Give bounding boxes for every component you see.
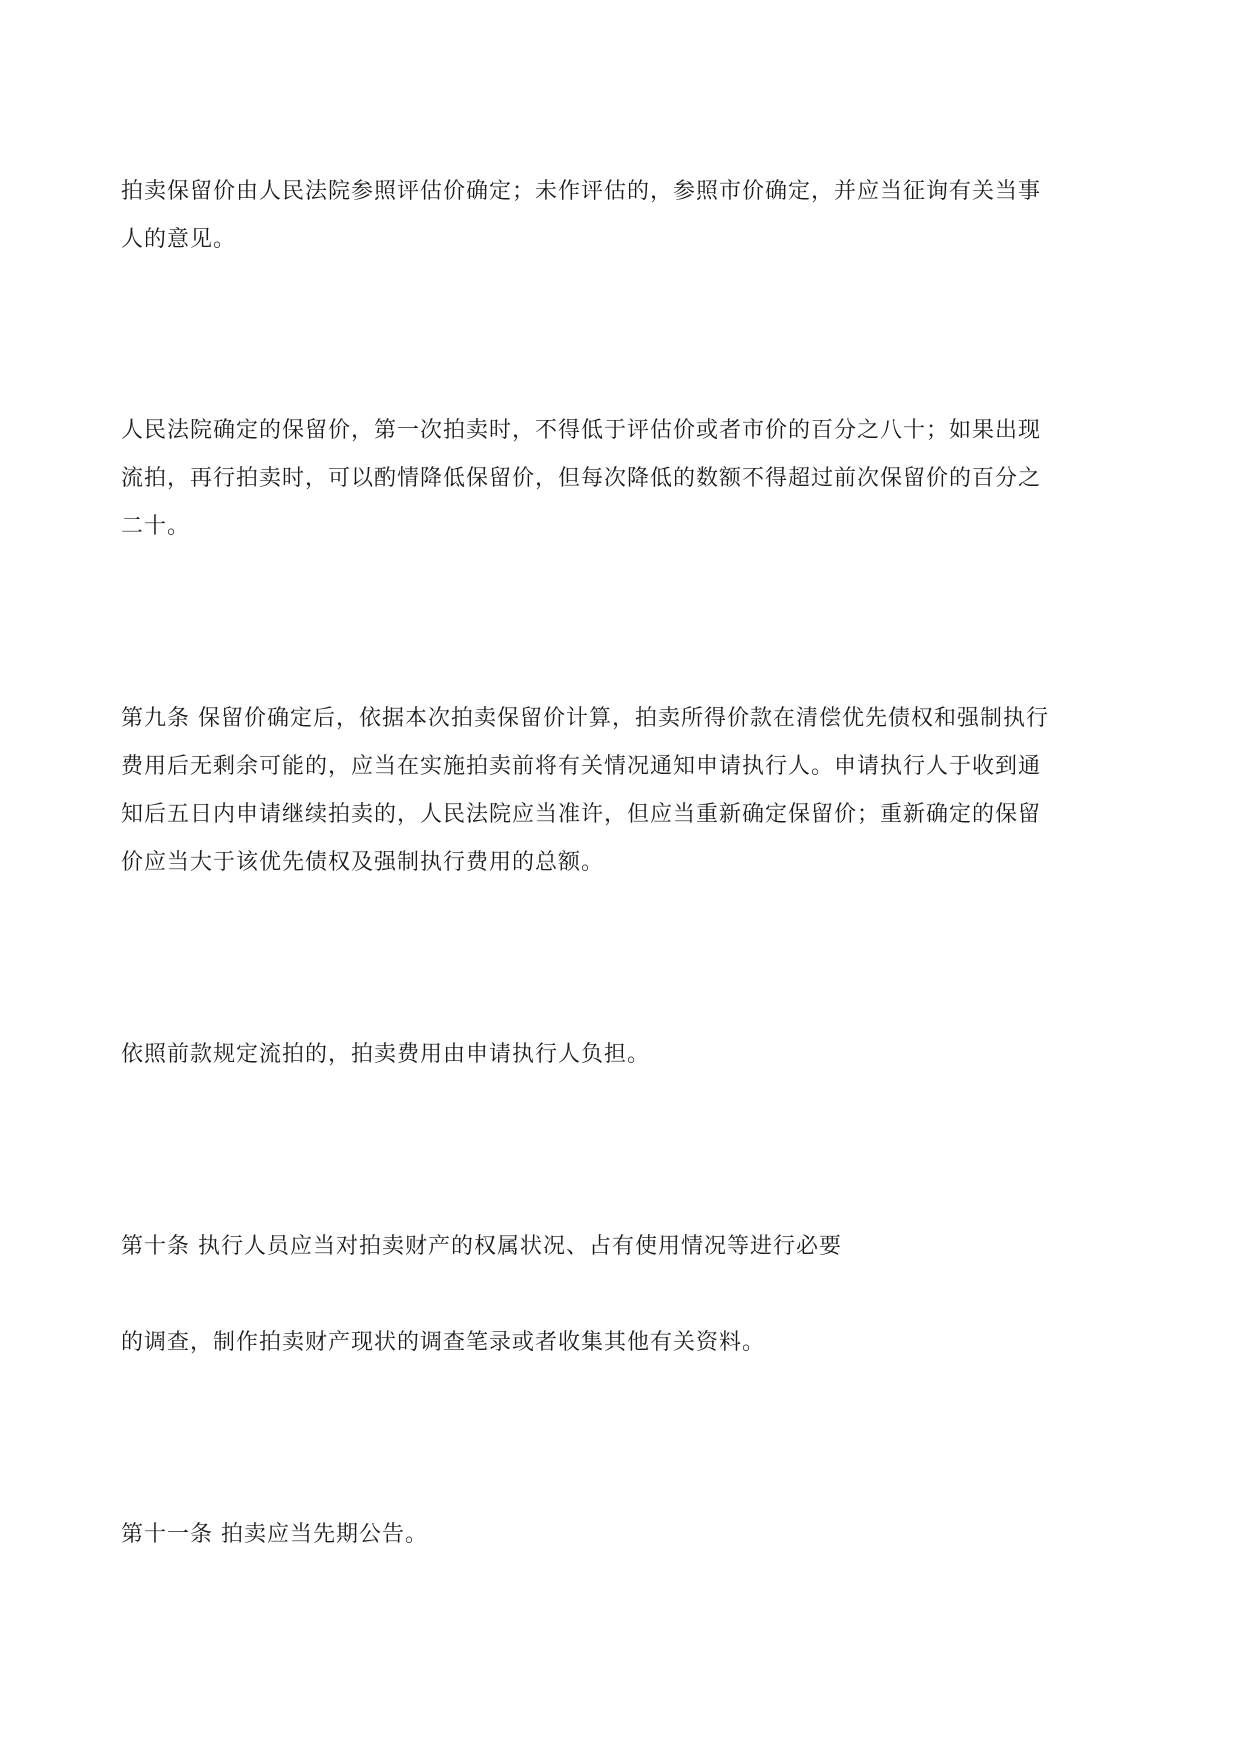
text-line: 价应当大于该优先债权及强制执行费用的总额。 xyxy=(121,850,605,875)
paragraph-reserve-price-basis xyxy=(121,168,1131,264)
text-line: 第十一条 拍卖应当先期公告。 xyxy=(121,1522,428,1547)
paragraph-article-9 xyxy=(121,695,1131,887)
paragraph-article-10 xyxy=(121,1223,1131,1271)
text-line: 第九条 保留价确定后，依据本次拍卖保留价计算，拍卖所得价款在清偿优先债权和强制执行 xyxy=(121,706,1049,731)
text-line: 费用后无剩余可能的，应当在实施拍卖前将有关情况通知申请执行人。申请执行人于收到通 xyxy=(121,754,1042,779)
paragraph-article-11 xyxy=(121,1511,1131,1559)
paragraph-article-10-cont xyxy=(121,1319,1131,1367)
text-line: 的调查，制作拍卖财产现状的调查笔录或者收集其他有关资料。 xyxy=(121,1330,766,1355)
text-line: 人的意见。 xyxy=(121,227,237,252)
text-line: 拍卖保留价由人民法院参照评估价确定；未作评估的，参照市价确定，并应当征询有关当事 xyxy=(121,179,1042,204)
text-line: 依照前款规定流拍的，拍卖费用由申请执行人负担。 xyxy=(121,1042,651,1067)
text-line: 二十。 xyxy=(121,514,191,539)
text-line: 人民法院确定的保留价，第一次拍卖时，不得低于评估价或者市价的百分之八十；如果出现 xyxy=(121,418,1042,443)
text-line: 流拍，再行拍卖时，可以酌情降低保留价，但每次降低的数额不得超过前次保留价的百分之 xyxy=(121,466,1042,491)
text-line: 第十条 执行人员应当对拍卖财产的权属状况、占有使用情况等进行必要 xyxy=(121,1234,842,1259)
paragraph-auction-fee xyxy=(121,1031,1131,1079)
paragraph-reserve-price-limit xyxy=(121,407,1131,551)
text-line: 知后五日内申请继续拍卖的，人民法院应当准许，但应当重新确定保留价；重新确定的保留 xyxy=(121,802,1042,827)
